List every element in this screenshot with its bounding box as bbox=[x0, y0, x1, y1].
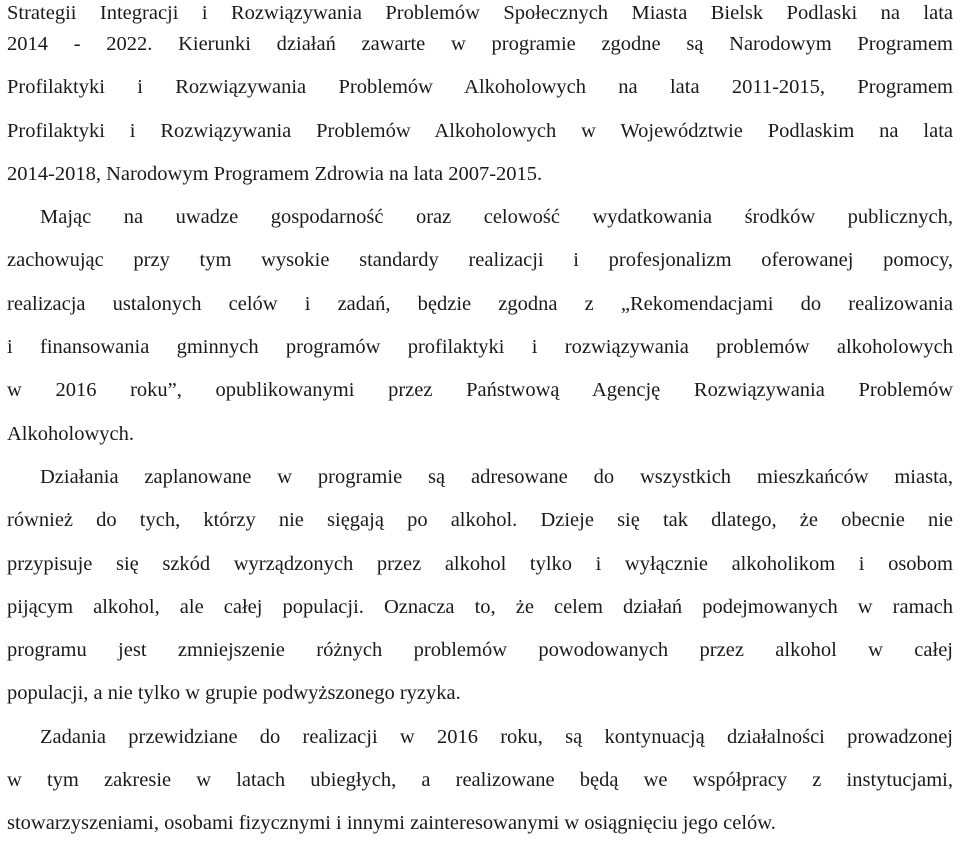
text-line: pijącym alkohol, ale całej populacji. Oznacza to, że celem działań podejmowanych w ramach bbox=[7, 595, 953, 618]
text-line: Zadania przewidziane do realizacji w 2016 roku, są kontynuacją działalności prowadzonej bbox=[40, 725, 953, 748]
text-line: i finansowania gminnych programów profilaktyki i rozwiązywania problemów alkoholowych bbox=[7, 336, 953, 359]
text-line: przypisuje się szkód wyrządzonych przez alkohol tylko i wyłącznie alkoholikom i osobom bbox=[7, 552, 953, 575]
document-page bbox=[7, 0, 953, 853]
text-line: w 2016 roku”, opublikowanymi przez Państwową Agencję Rozwiązywania Problemów bbox=[7, 379, 953, 402]
text-line: Profilaktyki i Rozwiązywania Problemów Alkoholowych na lata 2011-2015, Programem bbox=[7, 76, 953, 99]
text-line: zachowując przy tym wysokie standardy realizacji i profesjonalizm oferowanej pomocy, bbox=[7, 249, 953, 272]
text-line: Działania zaplanowane w programie są adresowane do wszystkich mieszkańców miasta, bbox=[40, 465, 953, 488]
text-line: populacji, a nie tylko w grupie podwyższonego ryzyka. bbox=[7, 682, 461, 705]
text-line: 2014-2018, Narodowym Programem Zdrowia na lata 2007-2015. bbox=[7, 162, 543, 185]
text-line: w tym zakresie w latach ubiegłych, a realizowane będą we współpracy z instytucjami, bbox=[7, 769, 953, 792]
text-line: 2014 - 2022. Kierunki działań zawarte w programie zgodne są Narodowym Programem bbox=[7, 33, 953, 55]
text-line: Strategii Integracji i Rozwiązywania Problemów Społecznych Miasta Bielsk Podlaski na lata bbox=[7, 2, 953, 24]
text-line: stowarzyszeniami, osobami fizycznymi i innymi zainteresowanymi w osiągnięciu jego celów. bbox=[7, 812, 776, 835]
text-line: realizacja ustalonych celów i zadań, będzie zgodna z „Rekomendacjami do realizowania bbox=[7, 292, 953, 315]
text-line: Mając na uwadze gospodarność oraz celowość wydatkowania środków publicznych, bbox=[40, 206, 953, 229]
text-line: również do tych, którzy nie sięgają po alkohol. Dzieje się tak dlatego, że obecnie nie bbox=[7, 509, 953, 532]
text-line: Profilaktyki i Rozwiązywania Problemów Alkoholowych w Województwie Podlaskim na lata bbox=[7, 119, 953, 142]
text-line: Alkoholowych. bbox=[7, 422, 134, 445]
text-line: programu jest zmniejszenie różnych problemów powodowanych przez alkohol w całej bbox=[7, 639, 953, 662]
